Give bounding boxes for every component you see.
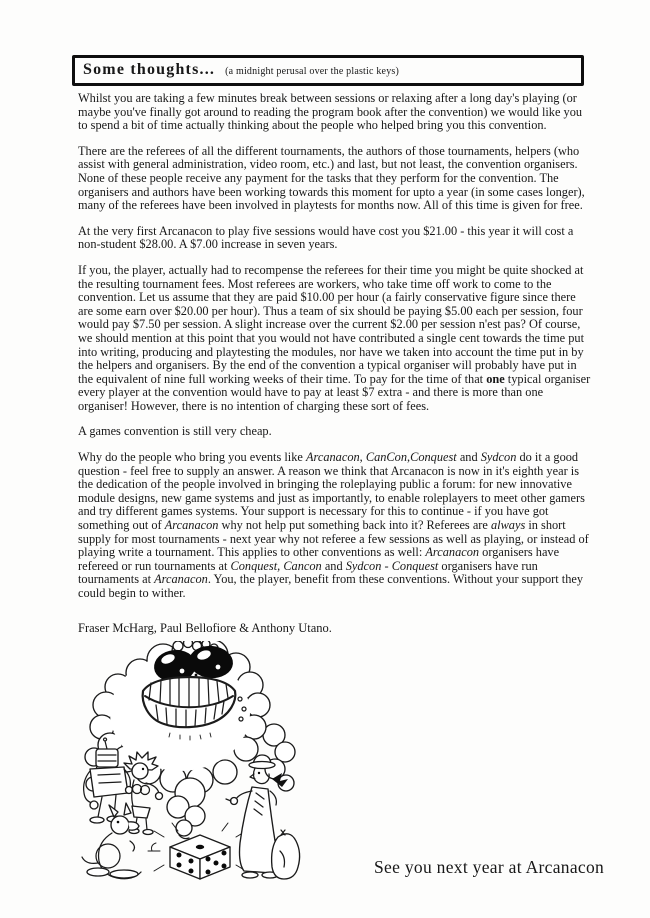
money-sack	[272, 830, 300, 879]
paragraph-1: Whilst you are taking a few minutes break between sessions or relaxing after a long day's playing (or maybe you've finally got around to reading the program book after the convention) we would like you to spend a bit of time actually thinking about the people who helped bring you this convention.	[78, 91, 583, 133]
section-title: Some thoughts...	[83, 61, 216, 78]
paragraph-5: A games convention is still very cheap.	[78, 424, 272, 439]
closing-line: See you next year at Arcanacon	[374, 857, 605, 877]
paragraph-2: There are the referees of all the different tournaments, the authors of those tournaments, helpers (who assist with general administration, video room, etc.) and last, but not least, the convention organisers. None of these people receive any payment for the tasks that they perform for the convention. The organisers and authors have been working towards this moment for upto a year (in some cases longer), many of the referees have been involved in playtests for months now. All of this time is given for free.	[78, 143, 585, 213]
section-subtitle: (a midnight perusal over the plastic keys)	[225, 66, 400, 77]
section-header	[72, 55, 584, 86]
signature-line: Fraser McHarg, Paul Bellofiore & Anthony Utano.	[78, 621, 332, 635]
body-text	[78, 92, 591, 613]
paragraph-4: If you, the player, actually had to recompense the referees for their time you might be quite shocked at the resulting tournament fees. Most referees are workers, who take time off work to come to the convention. Let us assume that they are paid $10.00 per hour (a fairly conservative figure since there are some earn over $20.00 per hour). Thus a team of six should be paying $5.00 each per session, four would pay $7.50 per session. A slight increase over the current $2.00 per session n'est pas? Of course, we should mention at this point that you would not have contributed a single cent towards the time put into writing, producing and playtesting the modules, nor have we taken into account the time put in by the helpers and organisers. By the end of the convention a typical organiser will probably have put in the equivalent of nine full working weeks of their time. To pay for the time of that one typical organiser every player at the convention would have to pay at least $7 extra - and there is more than one organiser! However, there is no intention of charging these sort of fees.	[78, 262, 591, 413]
die-icon	[170, 835, 230, 879]
paragraph-3: At the very first Arcanacon to play five sessions would have cost you $21.00 - this year it will cost a non-student $28.00. A $7.00 increase in seven years.	[78, 223, 574, 252]
paragraph-6: Why do the people who bring you events like Arcanacon, CanCon,Conquest and Sydcon do it a good question - feel free to supply an answer. A reason we think that Arcanacon is now in it's eighth year is the dedication of the people involved in bringing the roleplaying public a forum: for new innovative module designs, new game systems and just as importantly, to enable roleplayers to meet other gamers and try different games systems. Your support is necessary for this to continue - if you have got something out of Arcanacon why not help put something back into it? Referees are always in short supply for most tournaments - next year why not referee a few sessions as well as playing, or instead of playing write a tournament. This applies to other conventions as well: Arcanacon organisers have refereed or run tournaments at Conquest, Cancon and Sydcon - Conquest organisers have run tournaments at Arcanacon. You, the player, benefit from these conventions. Without your support they could begin to wither.	[78, 450, 589, 600]
dice-monster-illustration	[78, 641, 310, 889]
kangaroo-figure	[82, 803, 141, 879]
